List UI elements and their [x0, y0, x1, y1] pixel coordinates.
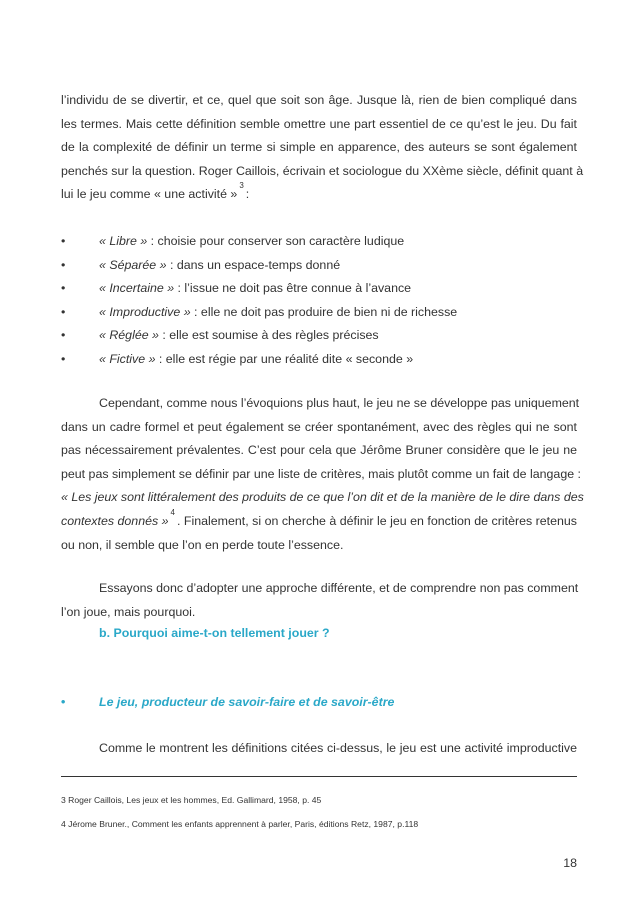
paragraph-2-quote-line	[61, 486, 584, 510]
criterion-text: : l’issue ne doit pas être connue à l’avance	[174, 281, 412, 296]
paragraph-1-line: les termes. Mais cette définition semble omettre une part essentiel de ce qu’est le jeu. Du fait	[61, 116, 577, 131]
paragraph-1-line: penchés sur la question. Roger Caillois, écrivain et sociologue du XXème siècle, définit quant à	[61, 163, 584, 178]
list-item	[61, 230, 577, 254]
criterion-text: : elle est soumise à des règles précises	[158, 328, 379, 343]
paragraph-3	[61, 577, 577, 624]
list-item	[61, 301, 577, 325]
bruner-quote-end: contextes donnés »	[61, 513, 169, 528]
footnote-divider	[61, 776, 577, 777]
paragraph-3-line: l’on joue, mais pourquoi.	[61, 604, 196, 619]
footnote-ref-4[interactable]: 4	[170, 507, 175, 517]
paragraph-3-line: Essayons donc d’adopter une approche différente, et de comprendre non pas comment	[99, 581, 579, 595]
criterion-text: : choisie pour conserver son caractère ludique	[147, 234, 405, 248]
paragraph-2	[61, 392, 584, 557]
paragraph-4	[61, 737, 577, 761]
section-bullet-text: Le jeu, producteur de savoir-faire et de savoir-être	[99, 695, 395, 709]
criterion-label: « Libre »	[99, 234, 148, 248]
list-item	[61, 277, 577, 301]
criterion-label: « Séparée »	[99, 257, 167, 272]
page-number: 18	[563, 856, 577, 870]
criterion-label: « Fictive »	[99, 351, 156, 366]
paragraph-2-line: dans un cadre formel et peut également se créer spontanément, avec des règles qui ne sont	[61, 419, 577, 434]
bullet-icon: •	[61, 304, 66, 319]
paragraph-1	[61, 89, 584, 207]
criterion-label: « Incertaine »	[99, 281, 175, 296]
list-item	[61, 324, 577, 348]
paragraph-1-last-text: lui le jeu comme « une activité »	[61, 187, 238, 202]
bullet-icon: •	[61, 695, 66, 709]
bullet-icon: •	[61, 281, 66, 296]
list-item	[61, 348, 577, 372]
bullet-icon: •	[61, 351, 66, 366]
list-item	[61, 254, 577, 278]
criterion-text: : elle ne doit pas produire de bien ni de richesse	[190, 304, 458, 319]
footnote-4: 4 Jérome Bruner., Comment les enfants apprennent à parler, Paris, éditions Retz, 1987, p.118	[61, 819, 419, 829]
criterion-label: « Improductive »	[99, 304, 191, 319]
footnote-ref-3[interactable]: 3	[239, 181, 244, 191]
section-title: b. Pourquoi aime-t-on tellement jouer ?	[99, 626, 330, 640]
paragraph-2-line	[61, 507, 577, 534]
footnote-3: 3 Roger Caillois, Les jeux et les hommes, Ed. Gallimard, 1958, p. 45	[61, 795, 322, 805]
criterion-label: « Réglée »	[99, 328, 159, 343]
paragraph-1-line	[61, 183, 577, 207]
paragraph-2-after-quote: . Finalement, si on cherche à définir le jeu en fonction de critères retenus	[177, 513, 577, 528]
paragraph-2-line: Cependant, comme nous l’évoquions plus haut, le jeu ne se développe pas uniquement	[99, 396, 580, 410]
paragraph-1-line: l’individu de se divertir, et ce, quel que soit son âge. Jusque là, rien de bien compliqué dans	[61, 93, 577, 107]
criteria-list	[61, 230, 577, 372]
criterion-text: : dans un espace-temps donné	[166, 257, 341, 272]
paragraph-4-line: Comme le montrent les définitions citées ci-dessus, le jeu est une activité improductive	[99, 741, 577, 755]
bruner-quote: « Les jeux sont littéralement des produits de ce que l’on dit et de la manière de le dire dans des	[61, 490, 584, 505]
bullet-icon: •	[61, 328, 66, 343]
bullet-icon: •	[61, 234, 66, 248]
paragraph-1-line: de la complexité de définir un terme si simple en apparence, des auteurs se sont également	[61, 140, 577, 155]
paragraph-1-colon: :	[245, 187, 250, 202]
bullet-icon: •	[61, 257, 66, 272]
criterion-text: : elle est régie par une réalité dite « seconde »	[155, 351, 414, 366]
paragraph-2-line: ou non, il semble que l’on en perde toute l’essence.	[61, 537, 344, 552]
paragraph-2-line: pas nécessairement prévalentes. C’est pour cela que Jérôme Bruner considère que le jeu ne	[61, 443, 577, 458]
paragraph-2-line: peut pas simplement se définir par une liste de critères, mais plutôt comme un fait de langage :	[61, 466, 581, 481]
